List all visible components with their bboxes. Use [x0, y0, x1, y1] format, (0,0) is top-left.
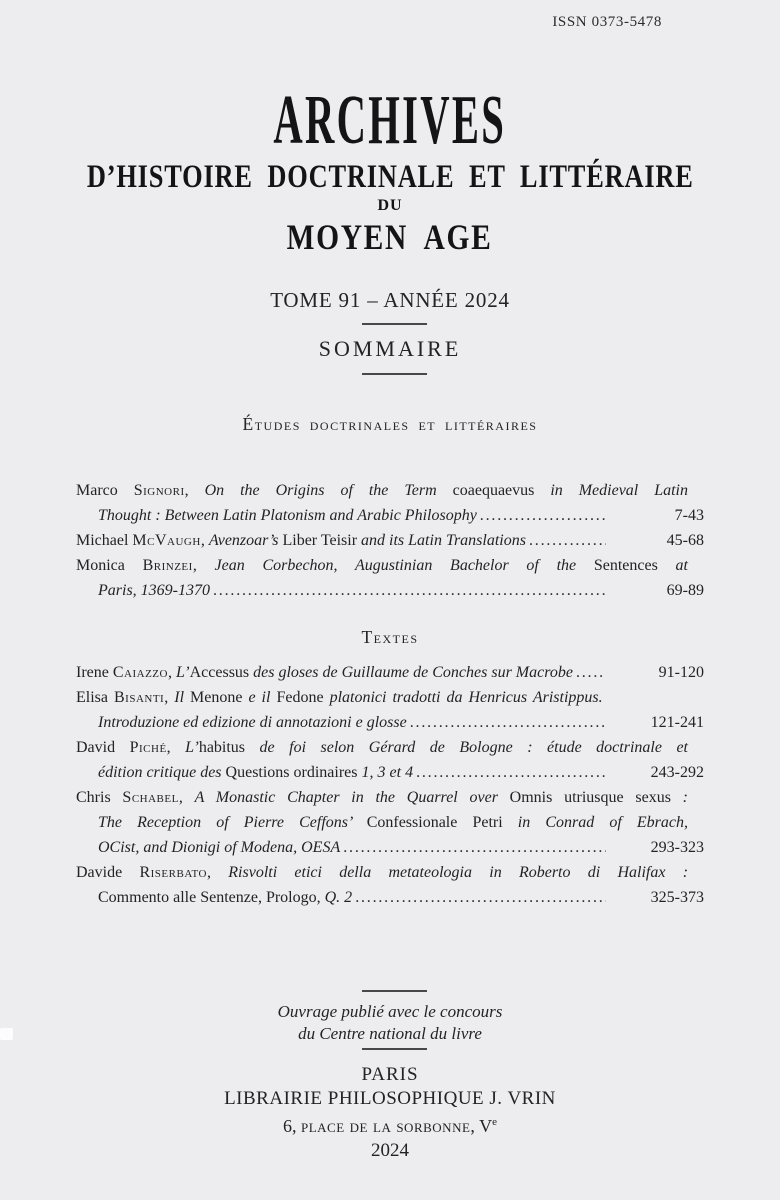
divider-rule — [362, 990, 427, 992]
dot-leader — [529, 528, 606, 553]
journal-subtitle-moyen-age: MOYEN AGE — [287, 217, 493, 257]
toc-entry — [76, 478, 704, 528]
toc-entry-line — [76, 660, 704, 685]
entry-text-segment: Questions ordinaires — [225, 764, 358, 781]
dot-leader — [576, 660, 606, 685]
entry-text-segment: Davide — [76, 864, 140, 881]
issn-number: ISSN 0373-5478 — [552, 14, 662, 30]
divider-rule — [362, 1048, 427, 1050]
colophon — [0, 1001, 780, 1045]
entry-text-segment: Piché — [129, 739, 167, 756]
entry-text-segment: Brinzei — [142, 557, 193, 574]
masthead — [0, 0, 780, 375]
toc-entry — [76, 528, 704, 553]
toc-entry-line — [76, 685, 704, 710]
scan-artifact — [0, 1028, 13, 1040]
entry-text-segment: habitus — [198, 739, 246, 756]
dot-leader — [355, 885, 606, 910]
toc-entry — [76, 785, 704, 860]
imprint — [0, 1063, 780, 1163]
journal-title: ARCHIVES — [273, 82, 507, 159]
toc-entry — [76, 553, 704, 603]
volume-year-line: TOME 91 – ANNÉE 2024 — [270, 288, 510, 312]
toc-entry — [76, 660, 704, 685]
entry-text-segment: Risvolti etici della metateologia in Roberto di Halifax : — [228, 864, 689, 881]
toc-entry — [76, 685, 704, 735]
entry-text-segment: , — [164, 689, 175, 706]
entry-text-segment: Introduzione ed edizione di annotazioni e glosse — [98, 714, 407, 731]
toc-entry-line — [76, 785, 704, 810]
imprint-publisher: LIBRAIRIE PHILOSOPHIQUE J. VRIN — [224, 1088, 556, 1109]
toc-entry-line — [76, 860, 704, 885]
entry-text-segment: Fedone — [276, 689, 324, 706]
section-heading-etudes: Études doctrinales et littéraires — [242, 414, 538, 434]
journal-subtitle: D’HISTOIRE DOCTRINALE ET LITTÉRAIRE — [86, 159, 694, 195]
entry-text-segment: : — [670, 789, 689, 806]
entry-text-segment: , — [192, 557, 215, 574]
address-district-sup: e — [492, 1116, 497, 1128]
toc-entry-line — [76, 810, 704, 835]
entry-text-segment: Caiazzo — [112, 664, 168, 681]
entry-text-segment: A Monastic Chapter in the Quarrel over — [194, 789, 510, 806]
toc-entry-line — [76, 760, 704, 785]
entry-text-segment: de foi selon Gérard de Bologne : étude doctrinale et — [245, 739, 688, 756]
entry-text-segment: e il — [242, 689, 277, 706]
entry-text-segment: Accessus — [189, 664, 250, 681]
entry-text-segment: in Conrad of Ebrach, — [502, 814, 688, 831]
page-range: 45-68 — [666, 532, 704, 549]
entry-text-segment: , — [207, 864, 229, 881]
entry-text-segment: édition critique des — [98, 764, 226, 781]
toc-section-textes — [76, 660, 704, 910]
toc-entry-line — [76, 735, 704, 760]
entry-text-segment: Michael — [76, 532, 133, 549]
entry-text-segment: Menone — [190, 689, 243, 706]
colophon-line-2: du Centre national du livre — [298, 1024, 482, 1043]
toc-entry-line — [76, 553, 704, 578]
entry-text-segment: in Medieval Latin — [534, 482, 689, 499]
toc-entry-line — [76, 710, 704, 735]
toc-entry-line — [76, 503, 704, 528]
address-street: place de la sorbonne — [301, 1116, 471, 1136]
page-range: 7-43 — [674, 507, 704, 524]
page-range: 91-120 — [658, 664, 704, 681]
toc-entry-line — [76, 835, 704, 860]
page-range: 293-323 — [650, 839, 704, 856]
entry-text-segment: , — [167, 664, 176, 681]
entry-text-segment: Bisanti — [114, 689, 165, 706]
entry-text-segment: Q. 2 — [324, 889, 353, 906]
toc-section-etudes — [76, 478, 704, 603]
entry-text-segment: Il — [174, 689, 191, 706]
section-heading-textes: Textes — [361, 627, 419, 647]
toc-entry-line — [76, 478, 704, 503]
entry-text-segment: , — [166, 739, 186, 756]
address-district: , V — [470, 1116, 493, 1136]
dot-leader — [480, 503, 606, 528]
toc-entry — [76, 735, 704, 785]
entry-text-segment: Jean Corbechon, Augustinian Bachelor of the — [214, 557, 594, 574]
imprint-year: 2024 — [371, 1140, 409, 1161]
entry-text-segment: Paris, 1369-1370 — [98, 582, 210, 599]
entry-text-segment: The Reception of Pierre Ceffons’ — [98, 814, 367, 831]
dot-leader — [213, 578, 606, 603]
address-number: 6, — [283, 1116, 301, 1136]
entry-text-segment: Monica — [76, 557, 143, 574]
page-range: 243-292 — [650, 764, 704, 781]
entry-text-segment: L’ — [175, 664, 190, 681]
entry-text-segment: OCist, and Dionigi of Modena, OESA — [98, 839, 341, 856]
toc-entry — [76, 860, 704, 910]
page-range: 121-241 — [650, 714, 704, 731]
table-of-contents — [76, 415, 704, 910]
entry-text-segment: Confessionale Petri — [366, 814, 503, 831]
entry-text-segment: Commento alle Sentenze, Prologo, — [98, 889, 325, 906]
toc-entry-line — [76, 578, 704, 603]
divider-rule — [362, 323, 427, 325]
journal-subtitle-du: DU — [377, 197, 403, 214]
imprint-address — [0, 1111, 780, 1138]
divider-rule — [362, 373, 427, 375]
entry-text-segment: Liber Teisir — [282, 532, 358, 549]
entry-text-segment: Irene — [76, 664, 113, 681]
dot-leader — [410, 710, 606, 735]
toc-entry-line — [76, 528, 704, 553]
toc-entry-line — [76, 885, 704, 910]
sommaire-heading: SOMMAIRE — [318, 336, 462, 361]
entry-text-segment: platonici tradotti da Henricus Aristippus. — [323, 689, 603, 706]
entry-text-segment: Avenzoar’s — [208, 532, 283, 549]
entry-text-segment: McVaugh — [132, 532, 201, 549]
entry-text-segment: Riserbato — [139, 864, 208, 881]
entry-text-segment: Thought : Between Latin Platonism and Arabic Philosophy — [98, 507, 477, 524]
colophon-line-1: Ouvrage publié avec le concours — [277, 1002, 503, 1021]
entry-text-segment: at — [657, 557, 688, 574]
dot-leader — [416, 760, 606, 785]
entry-text-segment: 1, 3 et 4 — [357, 764, 414, 781]
entry-text-segment: des gloses de Guillaume de Conches sur Macrobe — [249, 664, 573, 681]
entry-text-segment: , — [200, 532, 209, 549]
page-range: 325-373 — [650, 889, 704, 906]
entry-text-segment: Omnis utriusque sexus — [509, 789, 671, 806]
entry-text-segment: Sentences — [593, 557, 658, 574]
entry-text-segment: Chris — [76, 789, 123, 806]
entry-text-segment: On the Origins of the Term — [204, 482, 453, 499]
entry-text-segment: David — [76, 739, 130, 756]
entry-text-segment: , — [184, 482, 205, 499]
entry-text-segment: coaequaevus — [452, 482, 535, 499]
dot-leader — [343, 835, 606, 860]
entry-text-segment: Signori — [133, 482, 185, 499]
entry-text-segment: L’ — [185, 739, 199, 756]
entry-text-segment: Elisa — [76, 689, 114, 706]
page-range: 69-89 — [666, 582, 704, 599]
entry-text-segment: and its Latin Translations — [357, 532, 526, 549]
entry-text-segment: Marco — [76, 482, 134, 499]
imprint-city: PARIS — [361, 1064, 419, 1085]
entry-text-segment: , — [178, 789, 195, 806]
entry-text-segment: Schabel — [122, 789, 179, 806]
